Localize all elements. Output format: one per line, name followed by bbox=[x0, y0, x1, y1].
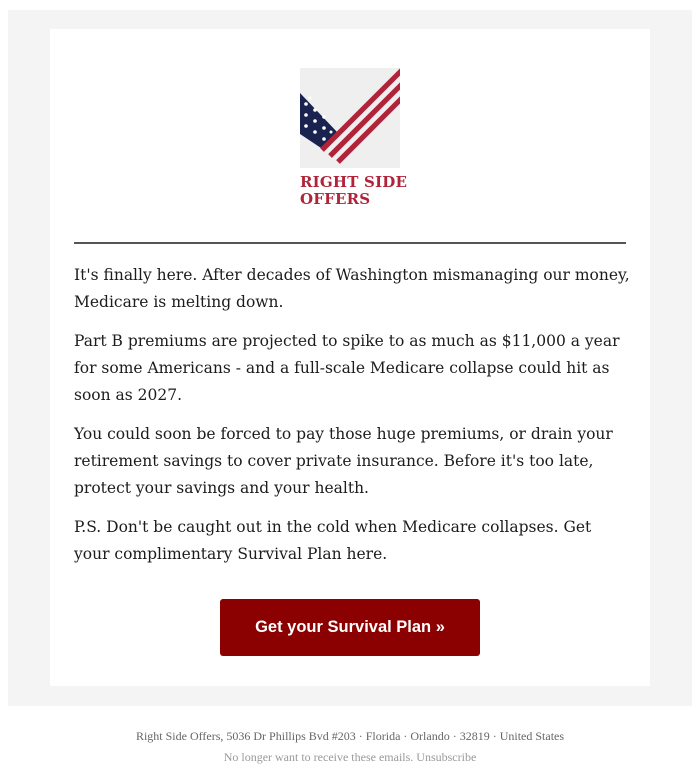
survival-plan-button-label: Get your Survival Plan » bbox=[255, 618, 445, 636]
flag-checkmark-icon bbox=[300, 68, 400, 168]
body-paragraph: Part B premiums are projected to spike to as much as $11,000 a year for some Americans - and a full-scale Medicare collapse could hit as soon as 2027. bbox=[74, 332, 620, 404]
brand-logo-text bbox=[300, 174, 420, 208]
email-body bbox=[74, 262, 630, 580]
email-background bbox=[8, 10, 692, 706]
footer-address: Right Side Offers, 5036 Dr Phillips Bvd #203 · Florida · Orlando · 32819 · United States bbox=[135, 729, 565, 743]
brand-name-line2: OFFERS bbox=[300, 190, 371, 208]
email-footer bbox=[0, 726, 700, 768]
footer-unsubscribe-line bbox=[0, 747, 700, 768]
survival-plan-button[interactable] bbox=[220, 599, 480, 656]
body-paragraph: It's finally here. After decades of Washington mismanaging our money, Medicare is melting down. bbox=[74, 266, 630, 311]
brand-name-line1: RIGHT SIDE bbox=[300, 173, 408, 191]
unsubscribe-link[interactable]: Unsubscribe bbox=[416, 750, 477, 764]
brand-logo[interactable] bbox=[300, 68, 408, 208]
unsubscribe-prompt: No longer want to receive these emails. bbox=[223, 750, 414, 764]
body-paragraph: P.S. Don't be caught out in the cold when Medicare collapses. Get your complimentary Survival Plan here. bbox=[74, 518, 592, 563]
body-paragraph: You could soon be forced to pay those huge premiums, or drain your retirement savings to cover private insurance. Before it's too late, protect your savings and your health. bbox=[74, 425, 613, 497]
header-divider bbox=[74, 242, 626, 244]
email-card bbox=[50, 29, 650, 686]
